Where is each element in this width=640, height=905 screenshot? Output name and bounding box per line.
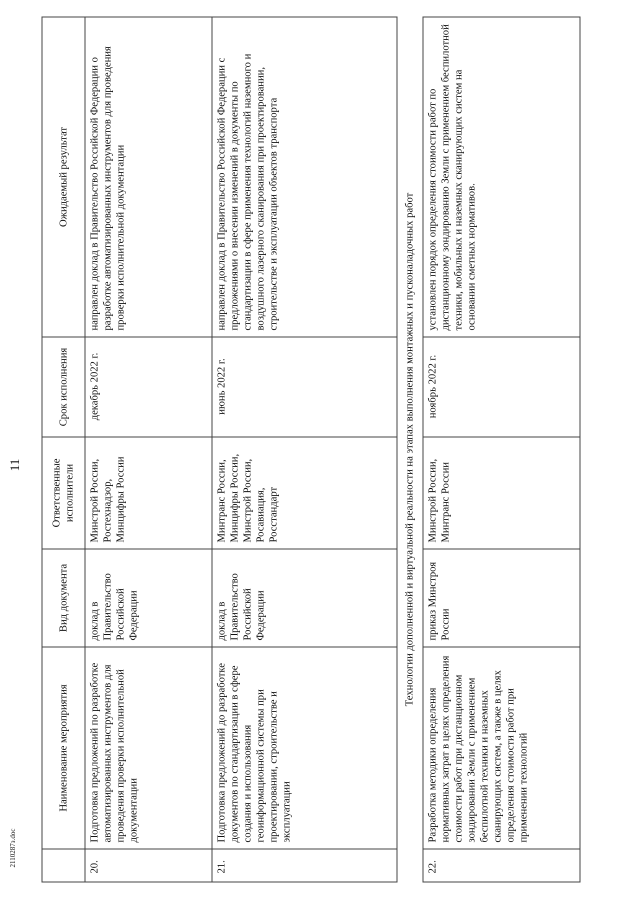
row-doc-type: доклад в Правительство Российской Федерации: [85, 549, 212, 647]
section-title: Технологии дополненной и виртуальной реальности на этапах выполнения монтажных и пусконаладочных работ: [397, 17, 423, 882]
row-deadline: июнь 2022 г.: [212, 337, 397, 437]
table-row: [85, 17, 212, 882]
table-row: [212, 17, 397, 882]
row-doc-type: доклад в Правительство Российской Федерации: [212, 549, 397, 647]
table-row: [423, 17, 580, 882]
section-row: [397, 17, 423, 882]
row-num: 22.: [423, 849, 580, 882]
header-doc-type: Вид документа: [42, 549, 85, 647]
row-num: 20.: [85, 849, 212, 882]
rotated-page-content: [41, 18, 631, 883]
row-name: Подготовка предложений до разработке документов по стандартизации в сфере создания и использования геоинформационной системы при проектировании, строительстве и эксплуатации: [212, 647, 397, 849]
row-executors: Минстрой России, Ростехнадзор, Минцифры России: [85, 437, 212, 549]
file-name: 2110287з.doc: [9, 828, 17, 868]
row-result: установлен порядок определения стоимости работ по дистанционному зондированию Земли с применением беспилотной техники, мобильных и наземных сканирующих систем на основании сметных нормативов.: [423, 17, 580, 337]
row-deadline: декабрь 2022 г.: [85, 337, 212, 437]
row-doc-type: приказ Минстроя России: [423, 549, 580, 647]
header-deadline: Срок исполнения: [42, 337, 85, 437]
header-result: Ожидаемый результат: [42, 17, 85, 337]
row-num: 21.: [212, 849, 397, 882]
table-header-row: [42, 17, 85, 882]
page-number: 11: [7, 458, 22, 472]
activities-table: [41, 17, 580, 883]
row-name: Разработка методики определения нормативных затрат в целях определения стоимости работ при дистанционном зондировании Земли с применением беспилотной техники и наземных сканирующих систем, а также в целях определения стоимости работ при применении технологий: [423, 647, 580, 849]
row-name: Подготовка предложений по разработке автоматизированных инструментов для проведения проверки исполнительной документации: [85, 647, 212, 849]
header-num: [42, 849, 85, 882]
header-executors: Ответственные исполнители: [42, 437, 85, 549]
row-result: направлен доклад в Правительство Российской Федерации о разработке автоматизированных инструментов для проведения проверки исполнительной документации: [85, 17, 212, 337]
row-result: направлен доклад в Правительство Российской Федерации с предложениями о внесении изменений в документы по стандартизации в сфере применения технологий наземного и воздушного лазерного сканирования при проектировании, строительстве и эксплуатации объектов транспорта: [212, 17, 397, 337]
row-deadline: ноябрь 2022 г.: [423, 337, 580, 437]
header-name: Наименование мероприятия: [42, 647, 85, 849]
row-executors: Минстрой России, Минтранс России: [423, 437, 580, 549]
row-executors: Минтранс России, Минцифры России, Минстрой России, Росавиация, Росстандарт: [212, 437, 397, 549]
